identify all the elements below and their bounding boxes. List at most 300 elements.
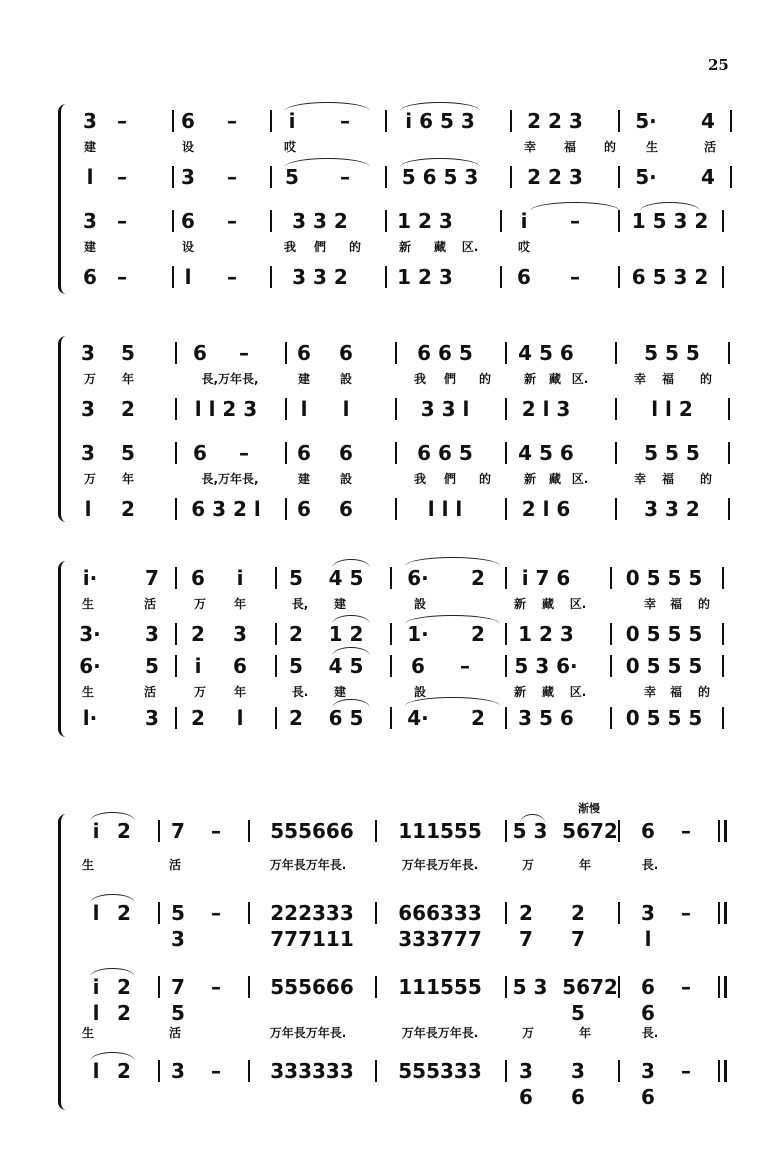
note-group: l <box>184 265 192 289</box>
slur <box>285 102 370 111</box>
bar-line <box>175 655 177 677</box>
note-group: 5 <box>571 1001 585 1025</box>
note-group: 3 3 2 <box>292 209 348 233</box>
note-group: 6 <box>83 265 97 289</box>
notation-line <box>0 496 782 522</box>
note-group: 1 2 3 <box>397 265 453 289</box>
note-group: i <box>236 566 244 590</box>
note-group: l l 2 <box>651 397 693 421</box>
note-group: 222333 <box>270 901 354 925</box>
bar-line <box>175 342 177 364</box>
lyric-syllable: 年 <box>121 372 135 386</box>
bar-line <box>500 266 502 288</box>
lyric-syllable: 区. <box>569 685 587 699</box>
note-group: 5 <box>121 441 135 465</box>
lyric-syllable: 福 <box>661 472 675 486</box>
bar-line <box>728 342 730 364</box>
lyric-syllable: 新 <box>398 240 412 254</box>
note-group: – <box>340 165 350 189</box>
lyric-syllable: 的 <box>699 372 713 386</box>
lyric-syllable: 福 <box>661 372 675 386</box>
notation-line <box>0 621 782 647</box>
bar-line <box>395 498 397 520</box>
bar-line <box>505 655 507 677</box>
note-group: l <box>342 397 350 421</box>
bar-line <box>505 442 507 464</box>
lyric-syllable: 年 <box>233 597 247 611</box>
note-group: – <box>211 819 221 843</box>
bar-line <box>175 567 177 589</box>
bar-line <box>610 707 612 729</box>
note-group: l l 2 3 <box>194 397 258 421</box>
lyric-syllable: 幸 <box>633 372 647 386</box>
slur <box>90 968 135 977</box>
lyric-syllable: 的 <box>697 597 711 611</box>
note-group: – <box>570 265 580 289</box>
note-group: 2 <box>471 566 485 590</box>
notation-line <box>0 653 782 679</box>
notation-line <box>0 705 782 731</box>
bar-line <box>270 210 272 232</box>
bar-line <box>615 342 617 364</box>
note-group: 2 <box>471 622 485 646</box>
final-bar-line <box>718 976 720 998</box>
note-group: 4 <box>701 109 715 133</box>
note-group: 3 <box>145 622 159 646</box>
bar-line <box>505 707 507 729</box>
note-group: 2 2 3 <box>527 109 583 133</box>
note-group: 777111 <box>270 927 354 951</box>
note-group: – <box>211 1059 221 1083</box>
note-group: 6 <box>641 975 655 999</box>
lyric-line <box>0 595 782 613</box>
lyric-syllable: 的 <box>348 240 362 254</box>
notation-line <box>0 974 782 1000</box>
bar-line <box>505 623 507 645</box>
lyric-syllable: 新 <box>523 472 537 486</box>
note-group: 111555 <box>398 819 482 843</box>
lyric-syllable: 生 <box>81 597 95 611</box>
note-group: l <box>300 397 308 421</box>
note-group: 2 <box>191 706 205 730</box>
note-group: 0 5 5 5 <box>625 706 703 730</box>
note-group: 2 <box>191 622 205 646</box>
lyric-syllable: 們 <box>313 240 327 254</box>
lyric-syllable: 区. <box>461 240 479 254</box>
note-group: i <box>520 209 528 233</box>
slur <box>405 615 500 624</box>
bar-line <box>722 655 724 677</box>
lyric-syllable: 万 <box>83 472 97 486</box>
note-group: 3 <box>81 341 95 365</box>
note-group: 4 5 <box>328 654 364 678</box>
lyric-syllable: 活 <box>168 858 182 872</box>
bar-line <box>285 342 287 364</box>
note-group: 3 3 l <box>420 397 470 421</box>
lyric-syllable: 生 <box>81 685 95 699</box>
slur <box>520 814 545 823</box>
bar-line <box>172 166 174 188</box>
lyric-syllable: 建 <box>83 140 97 154</box>
note-group: 2 <box>519 901 533 925</box>
note-group: 4 5 6 <box>518 341 574 365</box>
notation-line <box>0 818 782 844</box>
lyric-syllable: 建 <box>297 372 311 386</box>
lyric-line <box>0 683 782 701</box>
note-group: 6 <box>519 1085 533 1109</box>
note-group: 1· <box>407 622 429 646</box>
note-group: 6 <box>517 265 531 289</box>
notation-line <box>0 1000 782 1026</box>
lyric-syllable: 建 <box>333 685 347 699</box>
note-group: 5672 <box>562 819 618 843</box>
lyric-syllable: 們 <box>443 372 457 386</box>
note-group: 3 <box>171 1059 185 1083</box>
note-group: 6 6 5 <box>417 441 473 465</box>
bar-line <box>270 166 272 188</box>
lyric-syllable: 新 <box>513 597 527 611</box>
bar-line <box>618 902 620 924</box>
notation-line <box>0 164 782 190</box>
note-group: 2 <box>289 706 303 730</box>
bar-line <box>175 498 177 520</box>
note-group: 3 <box>145 706 159 730</box>
lyric-line <box>0 856 782 874</box>
note-group: 5 3 <box>512 819 548 843</box>
lyric-syllable: 幸 <box>643 597 657 611</box>
bar-line <box>510 110 512 132</box>
note-group: 4 5 6 <box>518 441 574 465</box>
bar-line <box>618 266 620 288</box>
note-group: 7 <box>519 927 533 951</box>
note-group: 3 <box>641 901 655 925</box>
final-bar-line <box>724 902 727 924</box>
note-group: 2 <box>117 975 131 999</box>
lyric-syllable: 藏 <box>541 685 555 699</box>
lyric-syllable: 幸 <box>643 685 657 699</box>
note-group: 5 3 <box>512 975 548 999</box>
bar-line <box>618 1060 620 1082</box>
bar-line <box>270 266 272 288</box>
note-group: – <box>117 209 127 233</box>
bar-line <box>500 210 502 232</box>
bar-line <box>375 976 377 998</box>
bar-line <box>505 398 507 420</box>
bar-line <box>270 110 272 132</box>
note-group: 2 <box>121 397 135 421</box>
slur <box>90 894 135 903</box>
lyric-syllable: 建 <box>83 240 97 254</box>
note-group: 6· <box>79 654 101 678</box>
lyric-syllable: 設 <box>413 685 427 699</box>
note-group: 6 6 5 <box>417 341 473 365</box>
note-group: – <box>117 109 127 133</box>
bar-line <box>722 707 724 729</box>
note-group: l <box>84 497 92 521</box>
lyric-syllable: 設 <box>339 472 353 486</box>
bar-line <box>505 567 507 589</box>
notation-line <box>0 926 782 952</box>
note-group: i <box>92 975 100 999</box>
note-group: 0 5 5 5 <box>625 566 703 590</box>
note-group: 3 <box>571 1059 585 1083</box>
lyric-syllable: 藏 <box>541 597 555 611</box>
final-bar-line <box>718 1060 720 1082</box>
lyric-syllable: 哎 <box>517 240 531 254</box>
bar-line <box>390 567 392 589</box>
note-group: 2 2 3 <box>527 165 583 189</box>
lyric-syllable: 新 <box>513 685 527 699</box>
bar-line <box>375 1060 377 1082</box>
bar-line <box>615 498 617 520</box>
note-group: 2 l 3 <box>521 397 571 421</box>
note-group: 333777 <box>398 927 482 951</box>
note-group: – <box>681 819 691 843</box>
note-group: 6 <box>339 441 353 465</box>
bar-line <box>158 1060 160 1082</box>
bar-line <box>618 110 620 132</box>
bar-line <box>285 442 287 464</box>
note-group: 2 <box>471 706 485 730</box>
notation-line <box>0 565 782 591</box>
note-group: 6 <box>339 341 353 365</box>
bar-line <box>172 266 174 288</box>
bar-line <box>275 623 277 645</box>
note-group: 6 <box>339 497 353 521</box>
lyric-syllable: 長. <box>641 1026 659 1040</box>
note-group: 1 2 3 <box>397 209 453 233</box>
notation-line <box>0 440 782 466</box>
note-group: i 6 5 3 <box>405 109 475 133</box>
note-group: 2 <box>289 622 303 646</box>
bar-line <box>172 210 174 232</box>
lyric-syllable: 年 <box>578 858 592 872</box>
note-group: 1 5 3 2 <box>631 209 709 233</box>
note-group: 3 <box>519 1059 533 1083</box>
note-group: l <box>92 1059 100 1083</box>
lyric-syllable: 設 <box>413 597 427 611</box>
note-group: 6 <box>641 1001 655 1025</box>
lyric-syllable: 新 <box>523 372 537 386</box>
lyric-syllable: 建 <box>297 472 311 486</box>
slur <box>90 1052 135 1061</box>
bar-line <box>285 498 287 520</box>
bar-line <box>275 655 277 677</box>
note-group: 6 <box>181 109 195 133</box>
bar-line <box>395 442 397 464</box>
bar-line <box>385 210 387 232</box>
bar-line <box>158 902 160 924</box>
bar-line <box>248 902 250 924</box>
bar-line <box>158 976 160 998</box>
note-group: – <box>117 165 127 189</box>
bar-line <box>175 442 177 464</box>
bar-line <box>390 655 392 677</box>
lyric-line <box>0 138 782 156</box>
lyric-syllable: 的 <box>699 472 713 486</box>
note-group: 1 2 3 <box>518 622 574 646</box>
lyric-syllable: 長,万年長, <box>201 372 259 386</box>
slur <box>400 102 480 111</box>
notation-line <box>0 396 782 422</box>
lyric-syllable: 我 <box>413 372 427 386</box>
lyric-syllable: 長, <box>291 597 309 611</box>
lyric-syllable: 幸 <box>633 472 647 486</box>
note-group: 3 <box>233 622 247 646</box>
note-group: 7 <box>571 927 585 951</box>
note-group: 6 5 3 2 <box>631 265 709 289</box>
note-group: 3· <box>79 622 101 646</box>
note-group: l <box>92 1001 100 1025</box>
note-group: 7 <box>171 819 185 843</box>
lyric-syllable: 年 <box>233 685 247 699</box>
note-group: 7 <box>145 566 159 590</box>
lyric-syllable: 我 <box>413 472 427 486</box>
note-group: 5 <box>145 654 159 678</box>
lyric-syllable: 設 <box>339 372 353 386</box>
slur <box>400 158 480 167</box>
slur <box>285 158 370 167</box>
lyric-syllable: 区. <box>569 597 587 611</box>
lyric-syllable: 生 <box>81 858 95 872</box>
note-group: 3 <box>171 927 185 951</box>
bar-line <box>722 210 724 232</box>
bar-line <box>615 398 617 420</box>
lyric-syllable: 長. <box>291 685 309 699</box>
lyric-syllable: 万年長万年長. <box>401 1026 479 1040</box>
lyric-syllable: 活 <box>703 140 717 154</box>
note-group: 5 <box>171 1001 185 1025</box>
bar-line <box>390 707 392 729</box>
bar-line <box>610 567 612 589</box>
note-group: – <box>681 901 691 925</box>
note-group: 2 l 6 <box>521 497 571 521</box>
bar-line <box>248 1060 250 1082</box>
lyric-syllable: 区. <box>571 372 589 386</box>
note-group: l <box>92 901 100 925</box>
lyric-line <box>0 238 782 256</box>
lyric-syllable: 福 <box>669 597 683 611</box>
note-group: – <box>211 975 221 999</box>
lyric-syllable: 福 <box>563 140 577 154</box>
bar-line <box>505 498 507 520</box>
note-group: – <box>239 341 249 365</box>
lyric-syllable: 福 <box>669 685 683 699</box>
bar-line <box>722 623 724 645</box>
note-group: 4 5 <box>328 566 364 590</box>
note-group: 6 <box>233 654 247 678</box>
note-group: 6 <box>297 441 311 465</box>
lyric-syllable: 生 <box>645 140 659 154</box>
note-group: 2 <box>571 901 585 925</box>
lyric-syllable: 幸 <box>523 140 537 154</box>
note-group: 5 5 5 <box>644 441 700 465</box>
bar-line <box>172 110 174 132</box>
note-group: l <box>236 706 244 730</box>
bar-line <box>385 110 387 132</box>
lyric-syllable: 万 <box>193 597 207 611</box>
note-group: 5 <box>289 654 303 678</box>
note-group: l <box>86 165 94 189</box>
note-group: 111555 <box>398 975 482 999</box>
lyric-syllable: 万年長万年長. <box>269 1026 347 1040</box>
note-group: 6· <box>407 566 429 590</box>
note-group: 6 <box>411 654 425 678</box>
final-bar-line <box>724 1060 727 1082</box>
note-group: 0 5 5 5 <box>625 622 703 646</box>
note-group: l· <box>82 706 98 730</box>
note-group: 6 <box>297 341 311 365</box>
lyric-syllable: 長. <box>641 858 659 872</box>
note-group: 555666 <box>270 975 354 999</box>
lyric-syllable: 藏 <box>433 240 447 254</box>
note-group: 6 <box>641 819 655 843</box>
bar-line <box>390 623 392 645</box>
lyric-syllable: 万年長万年長. <box>401 858 479 872</box>
bar-line <box>505 1060 507 1082</box>
note-group: 333333 <box>270 1059 354 1083</box>
note-group: 3 <box>83 109 97 133</box>
lyric-syllable: 设 <box>181 240 195 254</box>
final-bar-line <box>724 976 727 998</box>
lyric-syllable: 藏 <box>548 372 562 386</box>
notation-line <box>0 900 782 926</box>
lyric-syllable: 年 <box>121 472 135 486</box>
lyric-syllable: 万 <box>521 1026 535 1040</box>
note-group: – <box>227 109 237 133</box>
note-group: 6 <box>191 566 205 590</box>
notation-line <box>0 264 782 290</box>
note-group: – <box>460 654 470 678</box>
notation-line <box>0 340 782 366</box>
note-group: 1 2 <box>328 622 364 646</box>
bar-line <box>285 398 287 420</box>
bar-line <box>722 266 724 288</box>
bar-line <box>610 623 612 645</box>
note-group: – <box>117 265 127 289</box>
lyric-syllable: 我 <box>283 240 297 254</box>
bar-line <box>505 820 507 842</box>
bar-line <box>175 623 177 645</box>
note-group: 5 <box>289 566 303 590</box>
bar-line <box>730 166 732 188</box>
note-group: 3 <box>641 1059 655 1083</box>
note-group: – <box>227 209 237 233</box>
note-group: 555666 <box>270 819 354 843</box>
bar-line <box>395 398 397 420</box>
note-group: 3 5 6 <box>518 706 574 730</box>
note-group: 2 <box>117 819 131 843</box>
lyric-syllable: 设 <box>181 140 195 154</box>
note-group: l l l <box>427 497 463 521</box>
bar-line <box>385 266 387 288</box>
note-group: 6 <box>181 209 195 233</box>
note-group: 4· <box>407 706 429 730</box>
lyric-syllable: 們 <box>443 472 457 486</box>
note-group: 3 3 2 <box>644 497 700 521</box>
note-group: 3 <box>83 209 97 233</box>
note-group: 5672 <box>562 975 618 999</box>
note-group: 2 <box>117 1059 131 1083</box>
lyric-syllable: 万 <box>521 858 535 872</box>
note-group: i <box>92 819 100 843</box>
lyric-syllable: 的 <box>603 140 617 154</box>
lyric-syllable: 区. <box>571 472 589 486</box>
lyric-syllable: 万年長万年長. <box>269 858 347 872</box>
lyric-syllable: 生 <box>81 1026 95 1040</box>
bar-line <box>730 110 732 132</box>
note-group: 6 <box>297 497 311 521</box>
